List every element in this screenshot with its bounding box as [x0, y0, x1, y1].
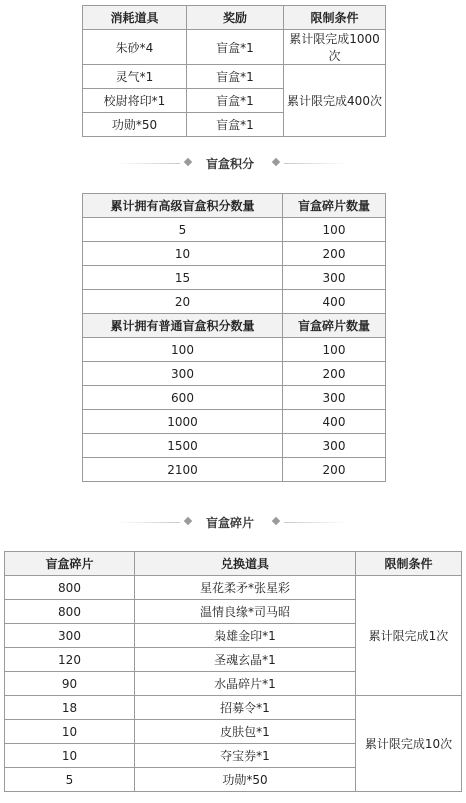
table-row [83, 266, 386, 290]
reward: 盲盒*1 [187, 30, 284, 65]
limit-condition: 累计限完成10次 [356, 696, 462, 792]
points-value: 15 [83, 266, 283, 290]
table-row [83, 434, 386, 458]
fragment-cost: 10 [5, 744, 135, 768]
header-cell: 限制条件 [356, 552, 462, 576]
fragment-exchange-table [4, 551, 462, 792]
table-row [83, 30, 386, 65]
diamond-icon [184, 517, 192, 525]
cost-item: 灵气*1 [83, 65, 187, 89]
diamond-icon [272, 158, 280, 166]
fragment-count: 300 [283, 434, 386, 458]
header-cell: 累计拥有普通盲盒积分数量 [83, 314, 283, 338]
table-header-row [83, 194, 386, 218]
section-title: 盲盒碎片 [206, 516, 255, 530]
fragment-cost: 18 [5, 696, 135, 720]
table-row [83, 242, 386, 266]
exchange-item: 招募令*1 [135, 696, 356, 720]
table-row [83, 65, 386, 89]
exchange-item: 夺宝券*1 [135, 744, 356, 768]
header-cell: 奖励 [187, 6, 284, 30]
table-row [83, 458, 386, 482]
exchange-item: 枭雄金印*1 [135, 624, 356, 648]
cost-item: 朱砂*4 [83, 30, 187, 65]
fragment-count: 200 [283, 242, 386, 266]
exchange-item: 皮肤包*1 [135, 720, 356, 744]
points-value: 300 [83, 362, 283, 386]
table-row [83, 218, 386, 242]
reward: 盲盒*1 [187, 89, 284, 113]
table-row [83, 410, 386, 434]
cost-item: 功勋*50 [83, 113, 187, 137]
header-cell: 盲盒碎片 [5, 552, 135, 576]
reward: 盲盒*1 [187, 65, 284, 89]
points-value: 2100 [83, 458, 283, 482]
fragment-count: 300 [283, 386, 386, 410]
points-value: 600 [83, 386, 283, 410]
fragment-cost: 10 [5, 720, 135, 744]
points-value: 100 [83, 338, 283, 362]
reward: 盲盒*1 [187, 113, 284, 137]
fragment-count: 100 [283, 338, 386, 362]
exchange-item: 功勋*50 [135, 768, 356, 792]
header-cell: 盲盒碎片数量 [283, 314, 386, 338]
fragment-count: 400 [283, 410, 386, 434]
exchange-item: 圣魂玄晶*1 [135, 648, 356, 672]
table-header-row [83, 6, 386, 30]
fragment-cost: 800 [5, 576, 135, 600]
fragment-count: 200 [283, 362, 386, 386]
table-row [83, 386, 386, 410]
fragment-count: 300 [283, 266, 386, 290]
points-value: 1500 [83, 434, 283, 458]
fragment-count: 100 [283, 218, 386, 242]
table-subheader-row [83, 314, 386, 338]
exchange-item: 水晶碎片*1 [135, 672, 356, 696]
diamond-icon [184, 158, 192, 166]
section-divider-fragments [0, 512, 466, 532]
fragment-count: 200 [283, 458, 386, 482]
points-value: 20 [83, 290, 283, 314]
points-value: 10 [83, 242, 283, 266]
section-title: 盲盒积分 [206, 157, 255, 171]
fragment-cost: 800 [5, 600, 135, 624]
points-table [82, 193, 386, 482]
exchange-item: 星花柔矛*张星彩 [135, 576, 356, 600]
table-row [5, 576, 462, 600]
header-cell: 兑换道具 [135, 552, 356, 576]
diamond-icon [272, 517, 280, 525]
header-cell: 累计拥有高级盲盒积分数量 [83, 194, 283, 218]
points-value: 1000 [83, 410, 283, 434]
points-value: 5 [83, 218, 283, 242]
table-row [83, 290, 386, 314]
table-row [83, 338, 386, 362]
table-row [83, 362, 386, 386]
limit-condition: 累计限完成1000次 [284, 30, 386, 65]
header-cell: 限制条件 [284, 6, 386, 30]
table-row [5, 696, 462, 720]
fragment-cost: 300 [5, 624, 135, 648]
fragment-cost: 120 [5, 648, 135, 672]
header-cell: 消耗道具 [83, 6, 187, 30]
exchange-item: 温情良缘*司马昭 [135, 600, 356, 624]
fragment-cost: 5 [5, 768, 135, 792]
header-cell: 盲盒碎片数量 [283, 194, 386, 218]
limit-condition: 累计限完成400次 [284, 65, 386, 137]
limit-condition: 累计限完成1次 [356, 576, 462, 696]
cost-item: 校尉将印*1 [83, 89, 187, 113]
table-header-row [5, 552, 462, 576]
section-divider-points [0, 153, 466, 173]
fragment-cost: 90 [5, 672, 135, 696]
fragment-count: 400 [283, 290, 386, 314]
exchange-table [82, 5, 386, 137]
